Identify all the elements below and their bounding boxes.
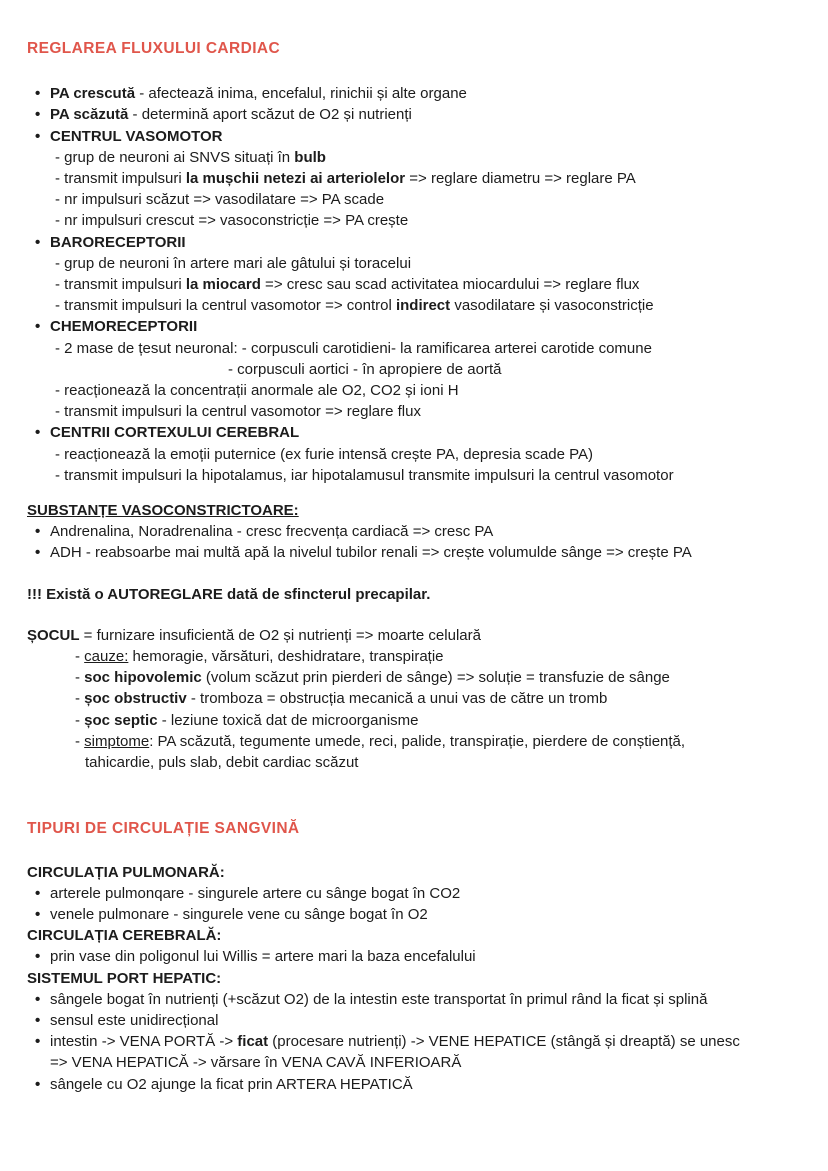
sub-item: - reacționează la concentrații anormale ale O2, CO2 și ioni H (55, 382, 459, 400)
sub-item-level2: - corpusculi aortici - în apropiere de aortă (228, 360, 502, 378)
sub-item: - transmit impulsuri la mușchii netezi ai arteriolelor => reglare diametru => reglare PA (55, 170, 636, 188)
continuation-line: tahicardie, puls slab, debit cardiac scăzut (85, 754, 359, 772)
sub-item: - transmit impulsuri la centrul vasomotor => control indirect vasodilatare și vasoconstricție (55, 297, 654, 315)
bullet-item: • PA scăzută - determină aport scăzut de O2 și nutrienți (27, 104, 824, 125)
sub-item: - reacționează la emoții puternice (ex furie intensă crește PA, depresia scade PA) (55, 445, 594, 463)
sub-item: - cauze: hemoragie, vărsături, deshidratare, transpirație (75, 648, 444, 666)
bullet-item: • sângele bogat în nutrienți (+scăzut O2) de la intestin este transportat în primul rând la ficat și splină (27, 989, 824, 1010)
substante-section (27, 500, 824, 564)
bullet-item: • sensul este unidirecțional (27, 1010, 824, 1031)
bullet-item: • ADH - reabsoarbe mai multă apă la nivelul tubilor renali => crește volumulde sânge => crește PA (27, 542, 824, 563)
bullet-item: • sângele cu O2 ajunge la ficat prin ARTERA HEPATICĂ (27, 1074, 824, 1095)
sub-item: - 2 mase de țesut neuronal: - corpusculi carotidieni- la ramificarea arterei carotide comune (55, 339, 652, 357)
bullet-item: • PA crescută - afectează inima, encefalul, rinichii și alte organe (27, 83, 824, 104)
sub-item: - nr impulsuri crescut => vasoconstricție => PA crește (55, 212, 409, 230)
bullet-item: • prin vase din poligonul lui Willis = artere mari la baza encefalului (27, 946, 824, 967)
socul-section (27, 625, 824, 773)
bullet-item: • BARORECEPTORII (27, 232, 824, 253)
sub-item: - transmit impulsuri la miocard => cresc sau scad activitatea miocardului => reglare flux (55, 276, 640, 294)
bullet-item: • Andrenalina, Noradrenalina - cresc frecvența cardiacă => cresc PA (27, 521, 824, 542)
sub-item: - simptome: PA scăzută, tegumente umede, reci, palide, transpirație, pierdere de conștiență, (75, 732, 686, 750)
sub-item: - soc hipovolemic (volum scăzut prin pierderi de sânge) => soluție = transfuzie de sânge (75, 669, 670, 687)
sub-item: - șoc septic - leziune toxică dat de microorganisme (75, 711, 419, 729)
heading-reglarea-fluxului-cardiac: REGLAREA FLUXULUI CARDIAC (27, 40, 281, 57)
autoreglare-text: !!! Există o AUTOREGLARE dată de sfincterul precapilar. (27, 585, 431, 603)
heading-tipuri-circulatie-sangvina: TIPURI DE CIRCULAȚIE SANGVINĂ (27, 820, 300, 838)
soc-definition-line: ȘOCUL = furnizare insuficientă de O2 și nutrienți => moarte celulară (27, 626, 481, 644)
subheading-substante-vasoconstrictoare: SUBSTANȚE VASOCONSTRICTOARE: (27, 502, 299, 520)
sub-item: - grup de neuroni ai SNVS situați în bulb (55, 148, 326, 166)
subheading-sistemul-port-hepatic: SISTEMUL PORT HEPATIC: (27, 969, 222, 987)
autoreglare-note (27, 584, 824, 605)
sub-item: - transmit impulsuri la centrul vasomotor => reglare flux (55, 403, 421, 421)
sub-item: - șoc obstructiv - tromboza = obstrucția mecanică a unui vas de către un tromb (75, 690, 608, 708)
sub-item: - grup de neuroni în artere mari ale gâtului și toracelui (55, 254, 412, 272)
sub-item: - nr impulsuri scăzut => vasodilatare => PA scade (55, 191, 385, 209)
bullet-item: • intestin -> VENA PORTĂ -> ficat (procesare nutrienți) -> VENE HEPATICE (stângă și dreaptă) se unesc (27, 1031, 824, 1052)
subheading-circulatia-cerebrala: CIRCULAȚIA CEREBRALĂ: (27, 927, 222, 945)
sub-item: - transmit impulsuri la hipotalamus, iar hipotalamusul transmite impulsuri la centrul vasomotor (55, 466, 674, 484)
bullet-item: • CENTRII CORTEXULUI CEREBRAL (27, 422, 824, 443)
reglarea-list (27, 83, 824, 486)
continuation-line: => VENA HEPATICĂ -> vărsare în VENA CAVĂ INFERIOARĂ (50, 1054, 462, 1072)
bullet-item: • CHEMORECEPTORII (27, 316, 824, 337)
bullet-item: • CENTRUL VASOMOTOR (27, 126, 824, 147)
subheading-circulatia-pulmonara: CIRCULAȚIA PULMONARĂ: (27, 863, 225, 881)
bullet-item: • venele pulmonare - singurele vene cu sânge bogat în O2 (27, 904, 824, 925)
circulatie-section (27, 862, 824, 1095)
bullet-item: • arterele pulmonqare - singurele artere cu sânge bogat în CO2 (27, 883, 824, 904)
